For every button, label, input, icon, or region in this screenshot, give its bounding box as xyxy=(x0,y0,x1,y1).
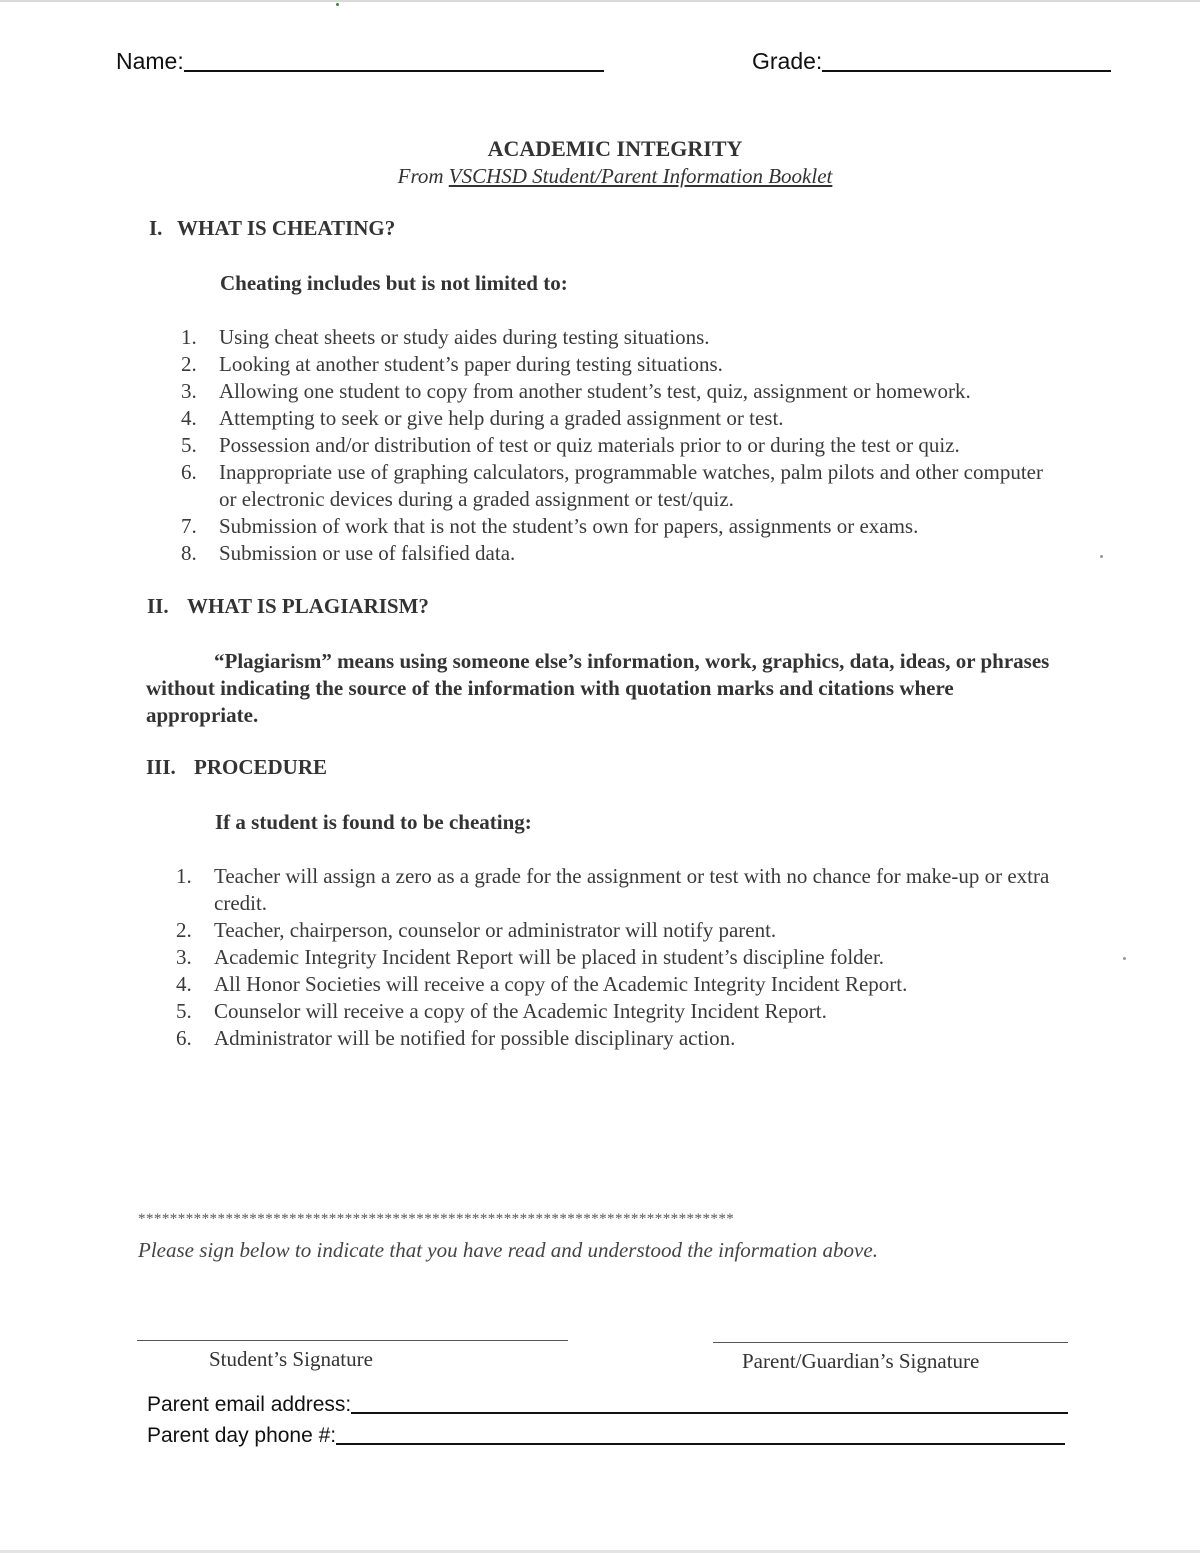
cheating-intro: Cheating includes but is not limited to: xyxy=(220,271,568,295)
section-number: I. xyxy=(149,216,163,240)
section-heading-procedure xyxy=(146,755,327,780)
parent-signature-line[interactable] xyxy=(713,1342,1068,1343)
grade-input-line[interactable] xyxy=(822,70,1111,72)
name-input-line[interactable] xyxy=(184,70,604,72)
document-title: ACADEMIC INTEGRITY xyxy=(487,136,743,161)
list-item: 3. Academic Integrity Incident Report will be placed in student’s discipline folder. xyxy=(176,945,885,969)
student-signature-label: Student’s Signature xyxy=(209,1347,373,1371)
list-item: 6. Administrator will be notified for possible disciplinary action. xyxy=(176,1026,736,1050)
cheating-list xyxy=(181,324,1081,567)
section-title: PROCEDURE xyxy=(194,755,328,779)
document-subtitle xyxy=(0,164,1200,189)
list-item: 5. Possession and/or distribution of test or quiz materials prior to or during the test or quiz. xyxy=(181,433,960,457)
section-title: WHAT IS PLAGIARISM? xyxy=(187,594,429,618)
section-number: III. xyxy=(146,755,176,779)
list-item: 7. Submission of work that is not the student’s own for papers, assignments or exams. xyxy=(181,514,919,538)
list-item: 5. Counselor will receive a copy of the Academic Integrity Incident Report. xyxy=(176,999,827,1023)
scan-speck xyxy=(1123,957,1126,960)
parent-email-field[interactable] xyxy=(147,1394,1068,1415)
subtitle-source: VSCHSD Student/Parent Information Booklet xyxy=(448,164,833,188)
name-field[interactable] xyxy=(116,50,604,73)
section-heading-cheating xyxy=(149,216,395,241)
section-number: II. xyxy=(147,594,169,618)
list-item: 2. Teacher, chairperson, counselor or administrator will notify parent. xyxy=(176,918,777,942)
list-item: 6. Inappropriate use of graphing calculators, programmable watches, palm pilots and other computer or electronic devices during a graded assignment or test/quiz. xyxy=(181,460,1043,511)
student-signature-line[interactable] xyxy=(137,1340,568,1341)
sign-instruction: Please sign below to indicate that you have read and understood the information above. xyxy=(138,1238,878,1262)
section-heading-plagiarism xyxy=(147,594,429,619)
list-item: 8. Submission or use of falsified data. xyxy=(181,541,516,565)
list-item: 2. Looking at another student’s paper during testing situations. xyxy=(181,352,723,376)
parent-phone-label: Parent day phone #: xyxy=(147,1424,337,1447)
list-item: 4. Attempting to seek or give help during a graded assignment or test. xyxy=(181,406,784,430)
parent-signature-label: Parent/Guardian’s Signature xyxy=(742,1349,980,1373)
list-item: 3. Allowing one student to copy from another student’s test, quiz, assignment or homework. xyxy=(181,379,971,403)
divider-stars: *************************************************************************** xyxy=(138,1211,735,1227)
grade-label: Grade: xyxy=(752,48,823,74)
procedure-list xyxy=(176,863,1071,1052)
scan-edge-top xyxy=(0,0,1200,2)
procedure-intro: If a student is found to be cheating: xyxy=(215,810,532,834)
scan-speck xyxy=(336,3,339,6)
plagiarism-definition: “Plagiarism” means using someone else’s information, work, graphics, data, ideas, or phrases without indicating the source of the information with quotation marks and citations where appropriate. xyxy=(146,649,1050,727)
scan-speck xyxy=(1100,555,1103,558)
name-label: Name: xyxy=(116,48,184,74)
parent-email-input-line[interactable] xyxy=(351,1412,1068,1414)
section-title: WHAT IS CHEATING? xyxy=(177,216,396,240)
parent-phone-input-line[interactable] xyxy=(336,1443,1065,1445)
parent-phone-field[interactable] xyxy=(147,1425,1065,1446)
list-item: 1. Using cheat sheets or study aides during testing situations. xyxy=(181,325,710,349)
list-item: 1. Teacher will assign a zero as a grade for the assignment or test with no chance for make-up or extra credit. xyxy=(176,864,1050,915)
grade-field[interactable] xyxy=(752,50,1111,73)
list-item: 4. All Honor Societies will receive a copy of the Academic Integrity Incident Report. xyxy=(176,972,908,996)
parent-email-label: Parent email address: xyxy=(147,1393,352,1416)
subtitle-prefix: From xyxy=(397,164,449,188)
